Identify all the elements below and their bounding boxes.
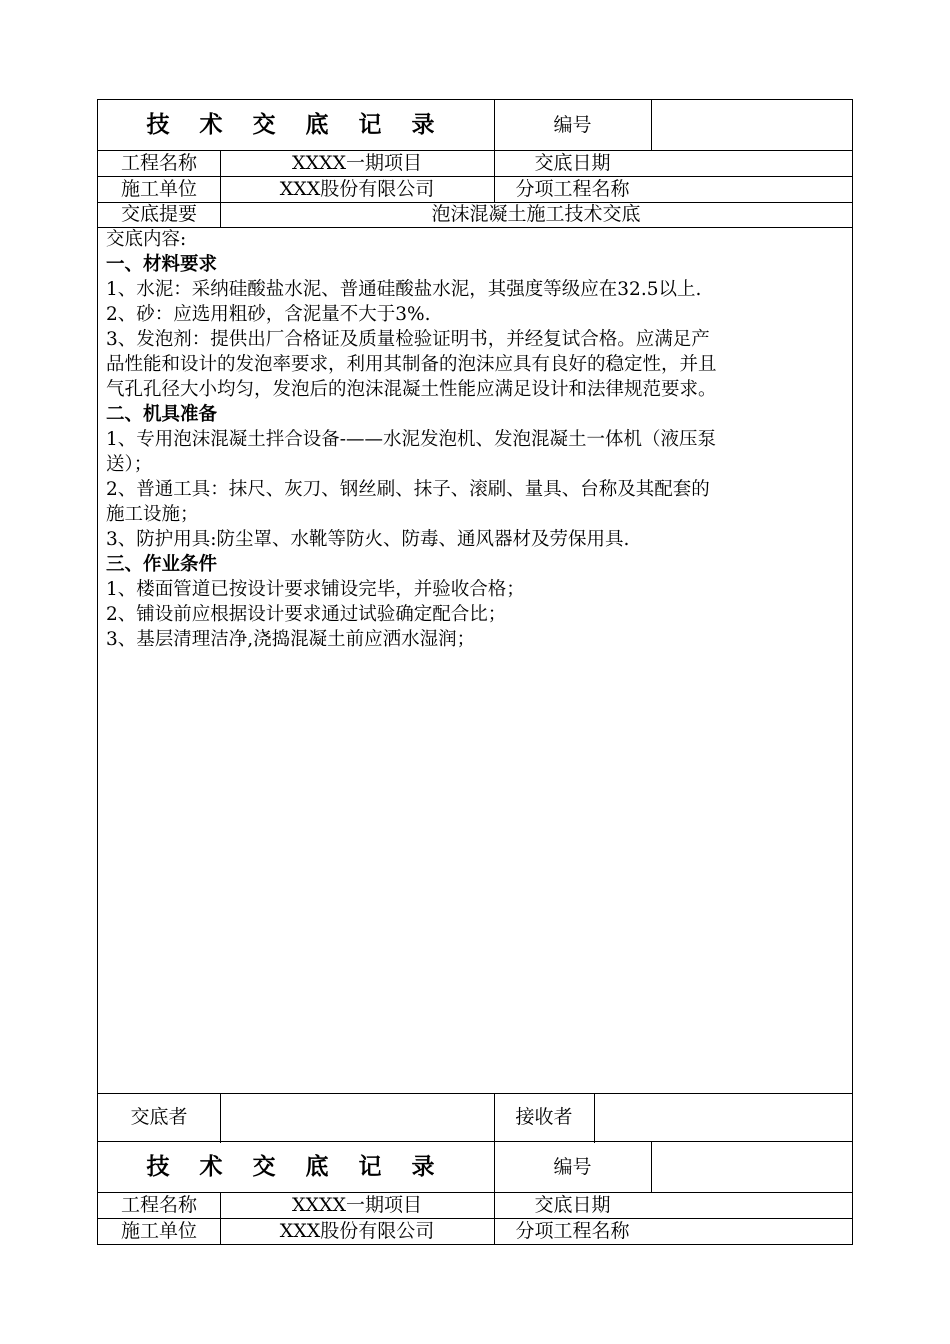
number-label: 编号 — [553, 1155, 592, 1178]
content-line: 送）； — [106, 454, 153, 475]
content-line: 1、专用泡沫混凝土拌合设备-——水泥发泡机、发泡混凝土一体机（液压泵 — [106, 429, 717, 450]
receiver-value — [594, 1093, 852, 1141]
content-line: 1、水泥：采纳硅酸盐水泥、普通硅酸盐水泥，其强度等级应在32.5以上. — [106, 279, 702, 300]
sub-project-label: 分项工程名称 — [515, 1219, 630, 1242]
summary-label: 交底提要 — [120, 203, 197, 225]
sub-project-label: 分项工程名称 — [515, 177, 630, 200]
giver-value — [220, 1093, 494, 1141]
disclosure-content — [106, 227, 846, 652]
contractor-label: 施工单位 — [120, 1219, 197, 1242]
record-table-1 — [97, 99, 853, 1142]
contractor-value: XXX股份有限公司 — [279, 177, 435, 200]
content-line: 施工设施； — [106, 504, 199, 525]
contractor-label: 施工单位 — [120, 177, 197, 200]
date-label: 交底日期 — [534, 1193, 611, 1216]
sub-project-value — [651, 176, 852, 202]
content-line: 3、发泡剂：提供出厂合格证及质量检验证明书，并经复试合格。应满足产 — [106, 329, 710, 350]
project-name-label: 工程名称 — [120, 1193, 197, 1216]
receiver-label: 接收者 — [515, 1105, 573, 1128]
number-value — [651, 1142, 852, 1192]
contractor-value: XXX股份有限公司 — [279, 1219, 435, 1242]
content-line: 气孔孔径大小均匀，发泡后的泡沫混凝土性能应满足设计和法律规范要求。 — [106, 379, 717, 400]
summary-value: 泡沫混凝土施工技术交底 — [431, 203, 641, 225]
project-name-value: XXXX一期项目 — [291, 1193, 423, 1216]
section-heading: 一、材料要求 — [106, 254, 218, 275]
content-line: 2、铺设前应根据设计要求通过试验确定配合比； — [106, 604, 507, 625]
section-heading: 三、作业条件 — [106, 554, 218, 575]
section-heading: 二、机具准备 — [106, 404, 218, 425]
giver-label: 交底者 — [130, 1105, 188, 1128]
content-line: 2、普通工具：抹尺、灰刀、钢丝刷、抹子、滚刷、量具、台称及其配套的 — [106, 479, 710, 500]
date-value — [651, 150, 852, 176]
date-label: 交底日期 — [534, 151, 611, 174]
project-name-label: 工程名称 — [120, 151, 197, 174]
record-table-2 — [97, 1141, 853, 1245]
project-name-value: XXXX一期项目 — [291, 151, 423, 174]
content-line: 品性能和设计的发泡率要求，利用其制备的泡沫应具有良好的稳定性，并且 — [106, 354, 717, 375]
content-line: 3、防护用具:防尘罩、水靴等防火、防毒、通风器材及劳保用具. — [106, 529, 630, 550]
content-line: 1、楼面管道已按设计要求铺设完毕，并验收合格； — [106, 579, 525, 600]
content-line: 2、砂：应选用粗砂，含泥量不大于3%. — [106, 304, 431, 325]
record-title: 技 术 交 底 记 录 — [146, 111, 446, 138]
content-line: 3、基层清理洁净,浇捣混凝土前应洒水湿润； — [106, 629, 476, 650]
sub-project-value — [651, 1218, 852, 1244]
number-label: 编号 — [553, 113, 592, 136]
content-label: 交底内容: — [106, 229, 187, 250]
date-value — [651, 1192, 852, 1218]
number-value — [651, 100, 852, 150]
record-title: 技 术 交 底 记 录 — [146, 1153, 446, 1180]
